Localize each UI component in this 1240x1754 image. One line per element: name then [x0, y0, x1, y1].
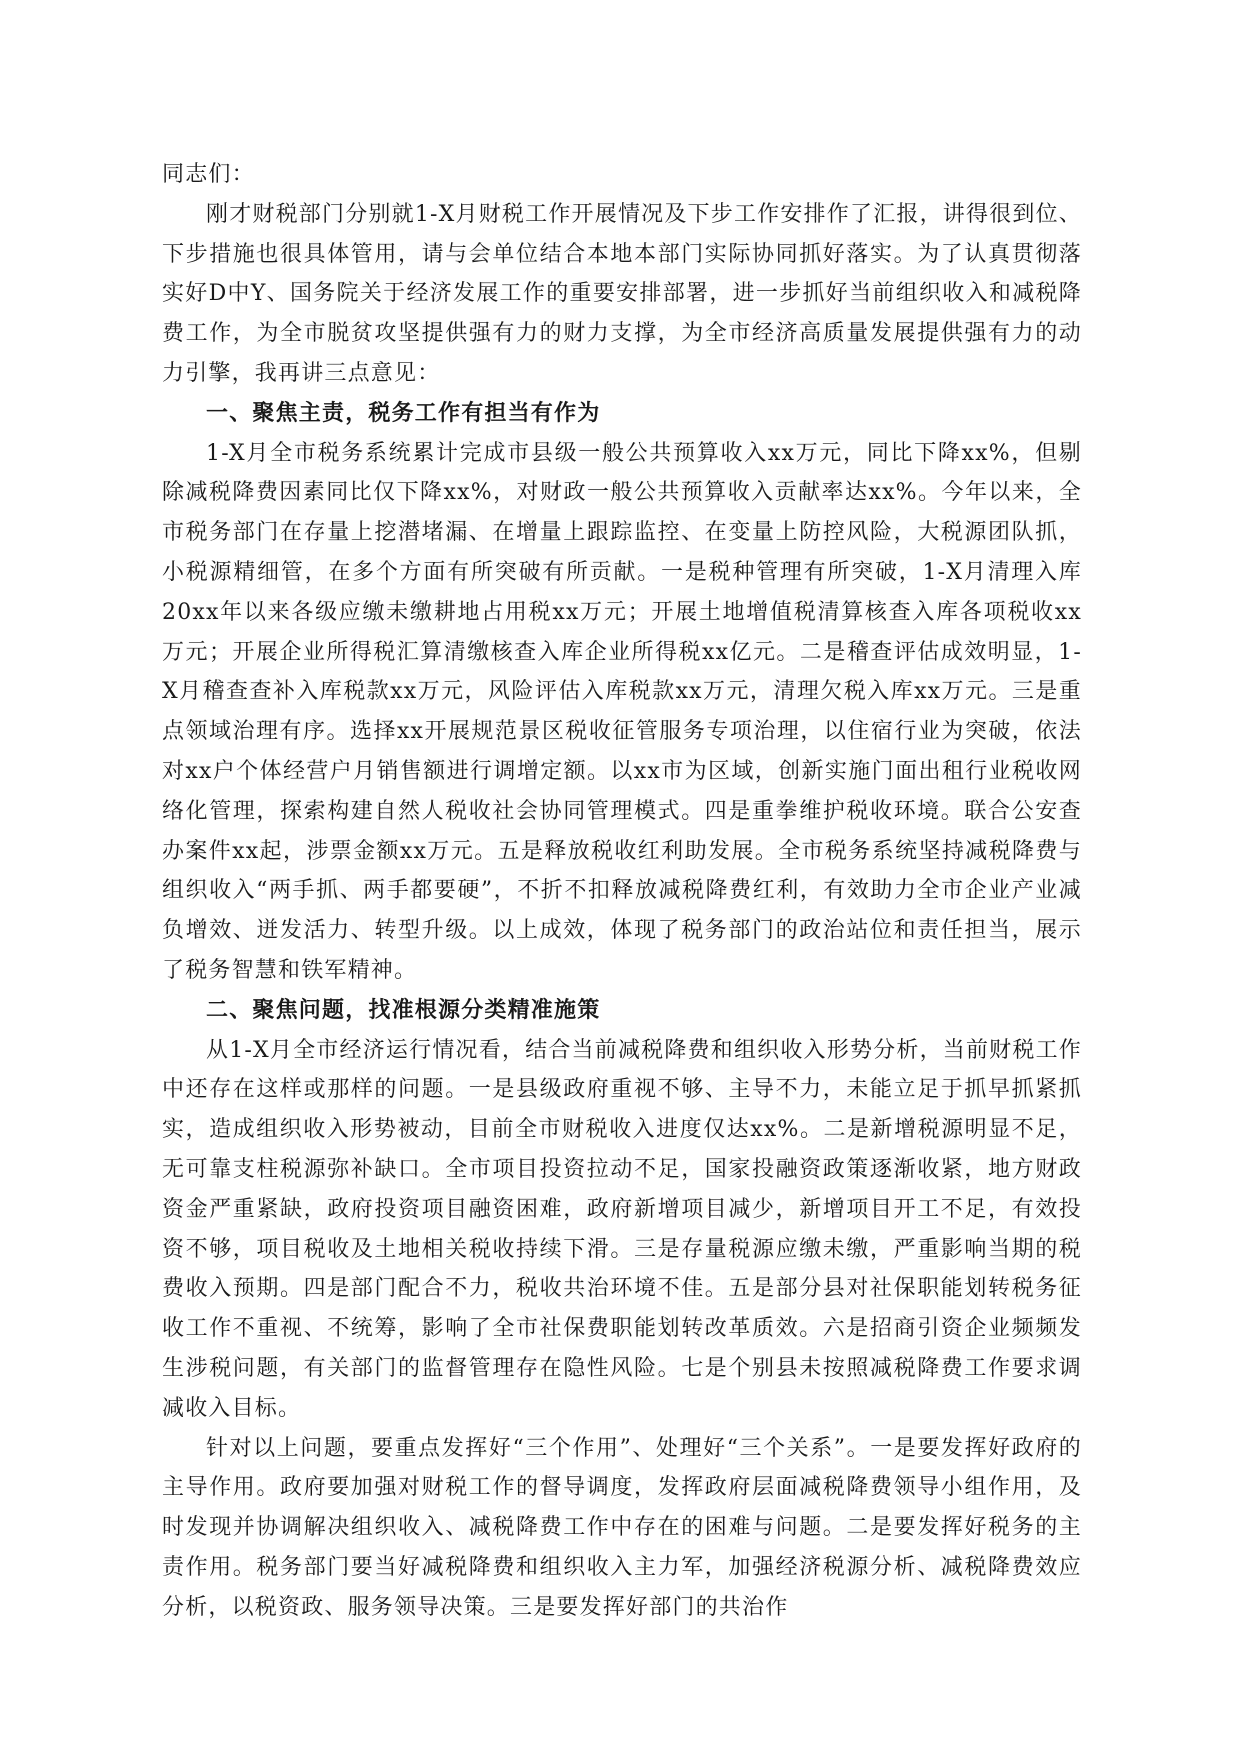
section-2-paragraph-1: 从1-X月全市经济运行情况看，结合当前减税降费和组织收入形势分析，当前财税工作中还存在这样或那样的问题。一是县级政府重视不够、主导不力，未能立足于抓早抓紧抓实，造成组织收入形势被动，目前全市财税收入进度仅达xx%。二是新增税源明显不足，无可靠支柱税源弥补缺口。全市项目投资拉动不足，国家投融资政策逐渐收紧，地方财政资金严重紧缺，政府投资项目融资困难，政府新增项目减少，新增项目开工不足，有效投资不够，项目税收及土地相关税收持续下滑。三是存量税源应缴未缴，严重影响当期的税费收入预期。四是部门配合不力，税收共治环境不佳。五是部分县对社保职能划转税务征收工作不重视、不统筹，影响了全市社保费职能划转改革质效。六是招商引资企业频频发生涉税问题，有关部门的监督管理存在隐性风险。七是个别县未按照减税降费工作要求调减收入目标。: [162, 1037, 1082, 1421]
salutation: 同志们：: [162, 162, 255, 187]
intro-paragraph: 刚才财税部门分别就1-X月财税工作开展情况及下步工作安排作了汇报，讲得很到位、下步措施也很具体管用，请与会单位结合本地本部门实际协同抓好落实。为了认真贯彻落实好D中Y、国务院关于经济发展工作的重要安排部署，进一步抓好当前组织收入和减税降费工作，为全市脱贫攻坚提供强有力的财力支撑，为全市经济高质量发展提供强有力的动力引擎，我再讲三点意见：: [162, 201, 1082, 386]
section-2-paragraph-2: 针对以上问题，要重点发挥好“三个作用”、处理好“三个关系”。一是要发挥好政府的主导作用。政府要加强对财税工作的督导调度，发挥政府层面减税降费领导小组作用，及时发现并协调解决组织收入、减税降费工作中存在的困难与问题。二是要发挥好税务的主责作用。税务部门要当好减税降费和组织收入主力军，加强经济税源分析、减税降费效应分析，以税资政、服务领导决策。三是要发挥好部门的共治作: [162, 1435, 1082, 1620]
section-1-paragraph: 1-X月全市税务系统累计完成市县级一般公共预算收入xx万元，同比下降xx%，但剔除减税降费因素同比仅下降xx%，对财政一般公共预算收入贡献率达xx%。今年以来，全市税务部门在存量上挖潜堵漏、在增量上跟踪监控、在变量上防控风险，大税源团队抓，小税源精细管，在多个方面有所突破有所贡献。一是税种管理有所突破，1-X月清理入库20xx年以来各级应缴未缴耕地占用税xx万元；开展土地增值税清算核查入库各项税收xx万元；开展企业所得税汇算清缴核查入库企业所得税xx亿元。二是稽查评估成效明显，1-X月稽查查补入库税款xx万元，风险评估入库税款xx万元，清理欠税入库xx万元。三是重点领域治理有序。选择xx开展规范景区税收征管服务专项治理，以住宿行业为突破，依法对xx户个体经营户月销售额进行调增定额。以xx市为区域，创新实施门面出租行业税收网络化管理，探索构建自然人税收社会协同管理模式。四是重拳维护税收环境。联合公安查办案件xx起，涉票金额xx万元。五是释放税收红利助发展。全市税务系统坚持减税降费与组织收入“两手抓、两手都要硬”，不折不扣释放减税降费红利，有效助力全市企业产业减负增效、迸发活力、转型升级。以上成效，体现了税务部门的政治站位和责任担当，展示了税务智慧和铁军精神。: [162, 440, 1082, 983]
document-page: [162, 155, 1082, 1627]
section-2-heading: 二、聚焦问题，找准根源分类精准施策: [206, 996, 601, 1023]
section-1-heading: 一、聚焦主责，税务工作有担当有作为: [206, 399, 601, 426]
